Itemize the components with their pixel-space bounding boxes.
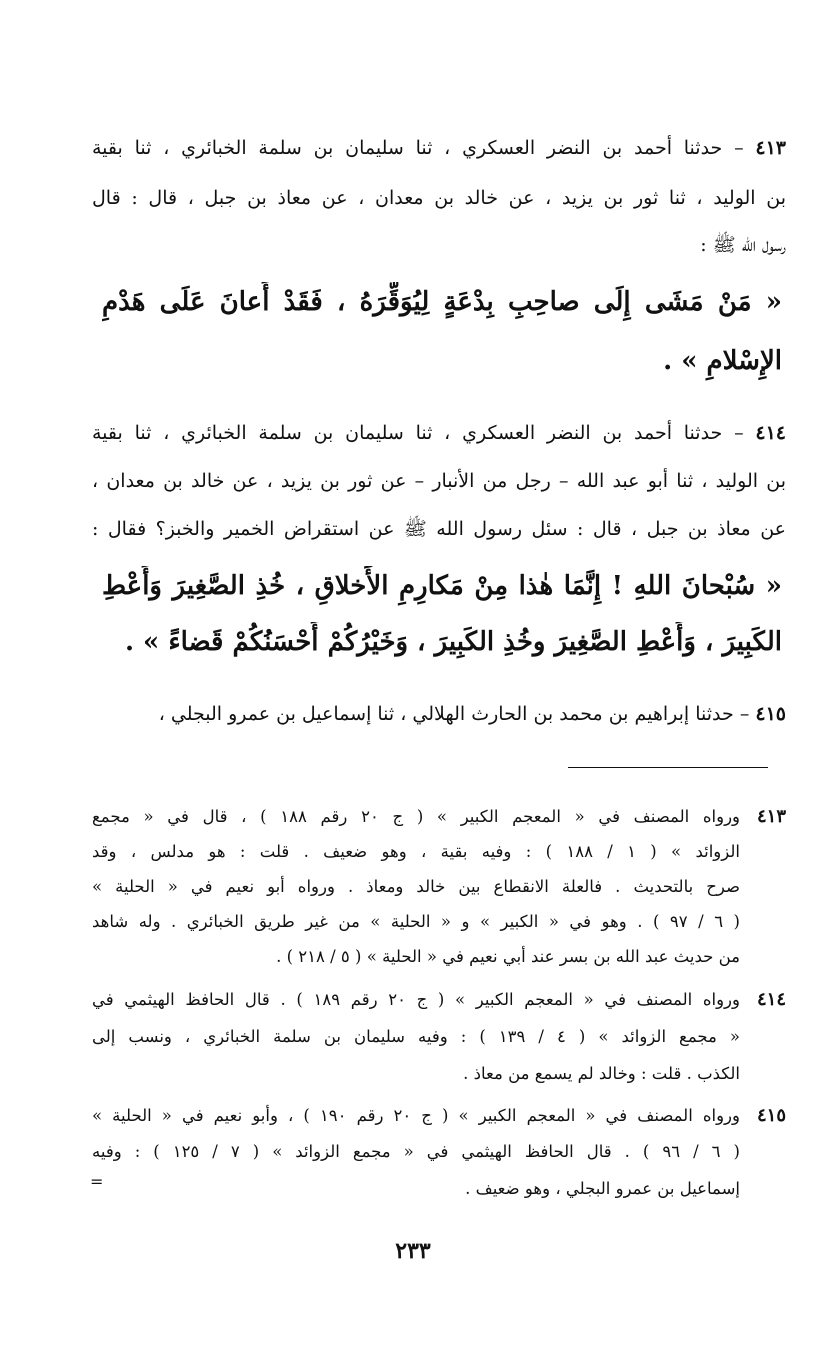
footnote-415-line-1: ورواه المصنف في « المعجم الكبير » ( ج ٢٠ رقم ١٩٠ ) ، وأبو نعيم في « الحلية » xyxy=(92,1106,740,1125)
footnote-number: ٤١٣ xyxy=(756,806,786,827)
hadith-413-line-1: ٤١٣ – حدثنا أحمد بن النضر العسكري ، ثنا سليمان بن سلمة الخبائري ، ثنا بقية xyxy=(92,137,786,159)
hadith-414-matn-1: « سُبْحانَ اللهِ ! إِنَّمَا هٰذا مِنْ مَكارِمِ الأَخلاقِ ، خُذِ الصَّغِيرَ وَأَعْطِ xyxy=(102,571,782,601)
hadith-413-matn-1: « مَنْ مَشَى إِلَى صاحِبِ بِدْعَةٍ لِيُوَقِّرَهُ ، فَقَدْ أَعانَ عَلَى هَدْمِ xyxy=(102,287,782,317)
hadith-413-matn-2: الإِسْلامِ » . xyxy=(663,346,782,376)
hadith-414-line-1: ٤١٤ – حدثنا أحمد بن النضر العسكري ، ثنا سليمان بن سلمة الخبائري ، ثنا بقية xyxy=(92,422,786,444)
hadith-414-line-3: عن معاذ بن جبل ، قال : سئل رسول الله ﷺ عن استقراض الخمير والخبز؟ فقال : xyxy=(92,518,786,540)
hadith-number: ٤١٣ xyxy=(755,137,786,159)
footnote-number: ٤١٥ xyxy=(756,1105,786,1126)
hadith-413-line-2: بن الوليد ، ثنا ثور بن يزيد ، عن خالد بن معدان ، عن معاذ بن جبل ، قال : قال xyxy=(92,187,786,209)
footnote-number: ٤١٤ xyxy=(756,989,786,1010)
footnote-415-line-3: إسماعيل بن عمرو البجلي ، وهو ضعيف . xyxy=(465,1179,740,1198)
hadith-414-matn-2: الكَبِيرَ ، وَأَعْطِ الصَّغِيرَ وخُذِ الكَبِيرَ ، وَخَيْرُكُمْ أَحْسَنُكُمْ قَضاءً » . xyxy=(124,627,782,657)
hadith-415-line-1: ٤١٥ – حدثنا إبراهيم بن محمد بن الحارث الهلالي ، ثنا إسماعيل بن عمرو البجلي ، xyxy=(158,703,786,725)
footnote-413-line-4: ( ٦ / ٩٧ ) . وهو في « الكبير » و « الحلية » من غير طريق الخبائري . وله شاهد xyxy=(92,912,740,931)
footnote-413-line-3: صرح بالتحديث . فالعلة الانقطاع بين خالد ومعاذ . ورواه أبو نعيم في « الحلية » xyxy=(92,877,740,896)
footnote-413-line-5: من حديث عبد الله بن بسر عند أبي نعيم في « الحلية » ( ٥ / ٢١٨ ) . xyxy=(276,947,740,966)
footnote-413-line-2: الزوائد » ( ١ / ١٨٨ ) : وفيه بقية ، وهو ضعيف . قلت : هو مدلس ، وقد xyxy=(92,842,740,861)
hadith-413-line-3: رسول الله ﷺ : xyxy=(700,234,786,256)
page-number: ٢٣٣ xyxy=(395,1238,431,1264)
hadith-number: ٤١٤ xyxy=(755,422,786,444)
footnote-413-line-1: ورواه المصنف في « المعجم الكبير » ( ج ٢٠ رقم ١٨٨ ) ، قال في « مجمع xyxy=(92,807,740,826)
footnote-414-line-2: « مجمع الزوائد » ( ٤ / ١٣٩ ) : وفيه سليمان بن سلمة الخبائري ، ونسب إلى xyxy=(92,1027,740,1046)
hadith-414-line-2: بن الوليد ، ثنا أبو عبد الله – رجل من الأنبار – عن ثور بن يزيد ، عن خالد بن معدان ، xyxy=(92,470,786,492)
footnote-414-line-1: ورواه المصنف في « المعجم الكبير » ( ج ٢٠ رقم ١٨٩ ) . قال الحافظ الهيثمي في xyxy=(92,990,740,1009)
hadith-number: ٤١٥ xyxy=(755,703,786,725)
footnote-separator xyxy=(568,767,768,768)
footnote-415-line-2: ( ٦ / ٩٦ ) . قال الحافظ الهيثمي في « مجمع الزوائد » ( ٧ / ١٢٥ ) : وفيه xyxy=(92,1142,740,1161)
footnote-414-line-3: الكذب . قلت : وخالد لم يسمع من معاذ . xyxy=(463,1064,740,1083)
continuation-mark: = xyxy=(90,1172,104,1191)
